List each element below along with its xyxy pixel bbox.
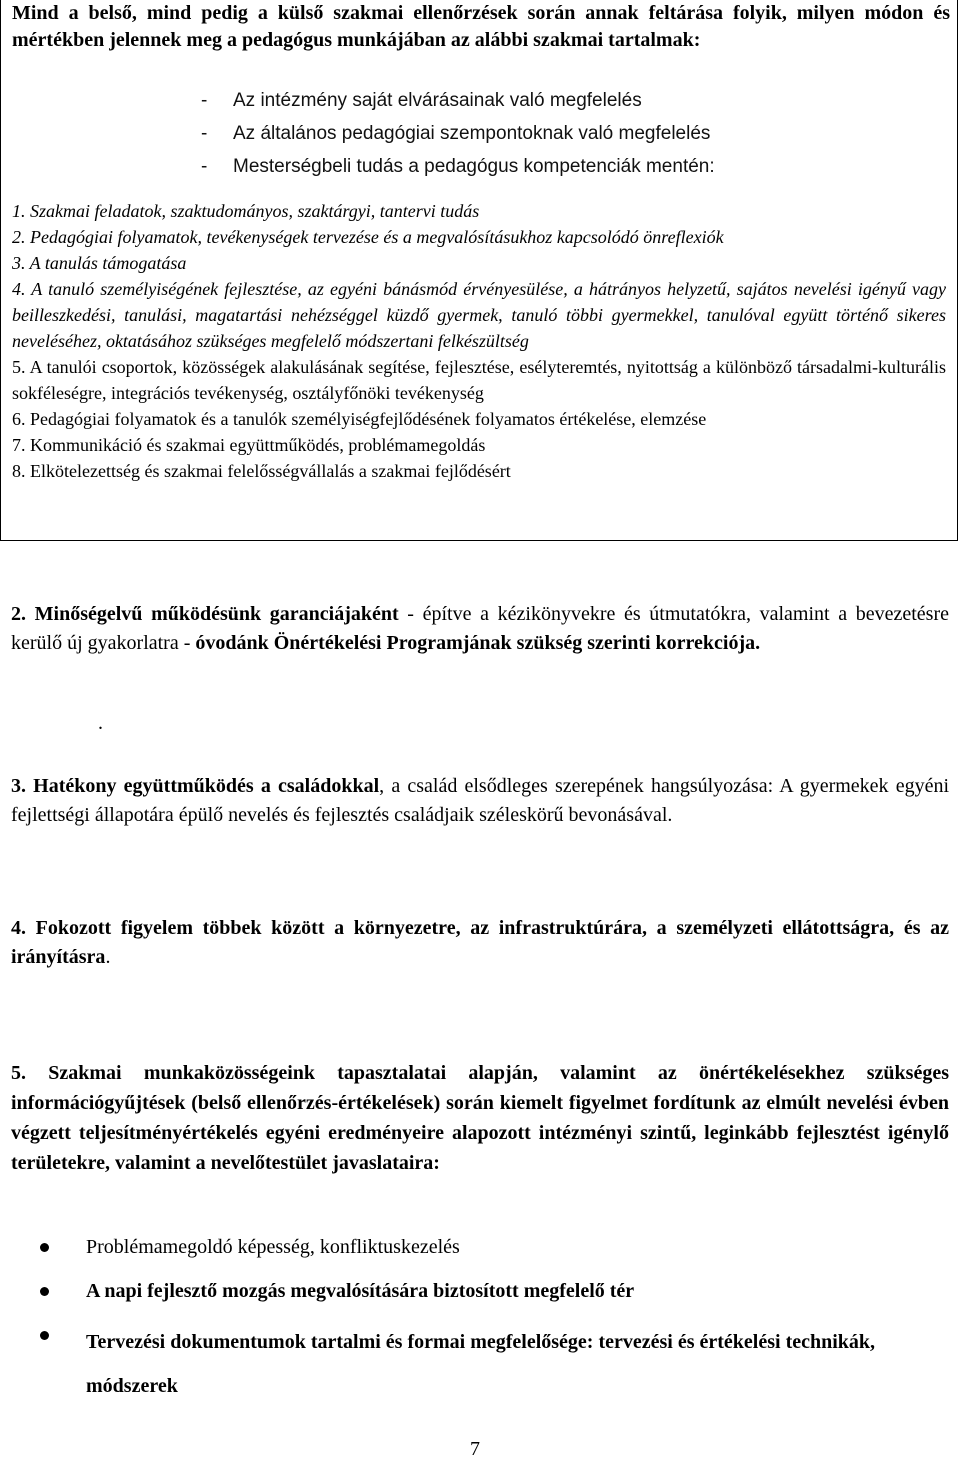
bullet-item xyxy=(40,1320,950,1408)
section-3 xyxy=(11,772,949,830)
dash-marker: - xyxy=(201,90,208,111)
section-3-number: 3. xyxy=(11,775,26,797)
section-3-bold: Hatékony együttműködés a családokkal xyxy=(33,775,380,797)
dash-list xyxy=(201,84,901,183)
dash-item xyxy=(201,84,901,117)
competency-item: 1. Szakmai feladatok, szaktudományos, szaktárgyi, tantervi tudás xyxy=(12,201,480,221)
section-2-number: 2. xyxy=(11,603,26,625)
bullet-dot-icon xyxy=(40,1331,49,1340)
section-2-bold-tail: óvodánk Önértékelési Programjának szükség szerinti korrekciója. xyxy=(195,632,761,654)
section-4-bold: Fokozott figyelem többek között a környezetre, az infrastruktúrára, a személyzeti ellátottságra, és az irányításra xyxy=(11,917,949,968)
bullet-list xyxy=(40,1232,950,1408)
bullet-dot-icon xyxy=(40,1243,49,1252)
bullet-text: A napi fejlesztő mozgás megvalósítására biztosított megfelelő tér xyxy=(86,1280,635,1302)
dash-marker: - xyxy=(201,156,208,177)
competency-item: 2. Pedagógiai folyamatok, tevékenységek tervezése és a megvalósításukhoz kapcsolódó önreflexiók xyxy=(12,227,724,247)
dash-item-text: Az intézmény saját elvárásainak való megfelelés xyxy=(233,90,642,111)
page-number: 7 xyxy=(470,1438,480,1460)
section-2-text: - építve a kézikönyvekre és útmutatókra, valamint a bevezetésre kerülő új gyakorlatra - xyxy=(11,603,949,654)
dash-item-text: Az általános pedagógiai szempontoknak való megfelelés xyxy=(233,123,711,144)
dash-item xyxy=(201,117,901,150)
competency-list xyxy=(12,198,946,484)
competency-item: 4. A tanuló személyiségének fejlesztése, az egyéni bánásmód érvényesülése, a hátrányos helyzetű, sajátos nevelési igényű vagy beilleszkedési, tanulási, magatartási nehézséggel küzdő gyermek, tanuló többi gyermekkel, tanulóval együtt történő sikeres neveléséhez, oktatásához szükséges megfelelő módszertani felkészültség xyxy=(12,279,946,351)
competency-item: 5. A tanulói csoportok, közösségek alakulásának segítése, fejlesztése, esélyteremtés, nyitottság a különböző társadalmi-kulturális sokféleségre, integrációs tevékenység, osztályfőnöki tevékenység xyxy=(12,357,946,403)
dash-item xyxy=(201,150,901,183)
bullet-text: Tervezési dokumentumok tartalmi és formai megfelelősége: tervezési és értékelési technikák, módszerek xyxy=(86,1331,876,1397)
section-3-text: , a család elsődleges szerepének hangsúlyozása: A gyermekek egyéni fejlettségi állapotára épülő nevelés és fejlesztés családjaik széleskörű bevonásával. xyxy=(11,775,950,826)
evaluation-box xyxy=(0,0,958,541)
section-4-end: . xyxy=(105,946,111,968)
bullet-text: Problémamegoldó képesség, konfliktuskezelés xyxy=(86,1236,460,1258)
competency-item: 6. Pedagógiai folyamatok és a tanulók személyiségfejlődésének folyamatos értékelése, elemzése xyxy=(12,409,707,429)
section-2-bold-lead: Minőségelvű működésünk garanciájaként xyxy=(34,603,399,625)
competency-item: 3. A tanulás támogatása xyxy=(12,253,187,273)
section-2 xyxy=(11,600,949,658)
intro-paragraph: Mind a belső, mind pedig a külső szakmai ellenőrzések során annak feltárása folyik, milyen módon és mértékben jelennek meg a pedagógus munkájában az alábbi szakmai tartalmak: xyxy=(12,2,950,51)
dash-item-text: Mesterségbeli tudás a pedagógus kompetenciák mentén: xyxy=(233,156,715,177)
stray-dot: . xyxy=(98,712,103,734)
dash-marker: - xyxy=(201,123,208,144)
section-5 xyxy=(11,1058,949,1178)
section-5-number: 5. xyxy=(11,1062,26,1084)
bullet-item xyxy=(40,1232,950,1276)
section-4-number: 4. xyxy=(11,917,26,939)
bullet-dot-icon xyxy=(40,1287,49,1296)
section-4 xyxy=(11,914,949,972)
competency-item: 8. Elkötelezettség és szakmai felelősségvállalás a szakmai fejlődésért xyxy=(12,461,511,481)
section-5-text: Szakmai munkaközösségeink tapasztalatai alapján, valamint az önértékelésekhez szükséges információgyűjtések (belső ellenőrzés-értékelések) során kiemelt figyelmet fordítunk az elmúlt nevelési évben végzett teljesítményértékelés egyéni eredményeire alapozott intézményi szintű, leginkább fejlesztést igénylő területekre, valamint a nevelőtestület javaslataira: xyxy=(11,1062,949,1174)
bullet-item xyxy=(40,1276,950,1320)
competency-item: 7. Kommunikáció és szakmai együttműködés, problémamegoldás xyxy=(12,435,486,455)
